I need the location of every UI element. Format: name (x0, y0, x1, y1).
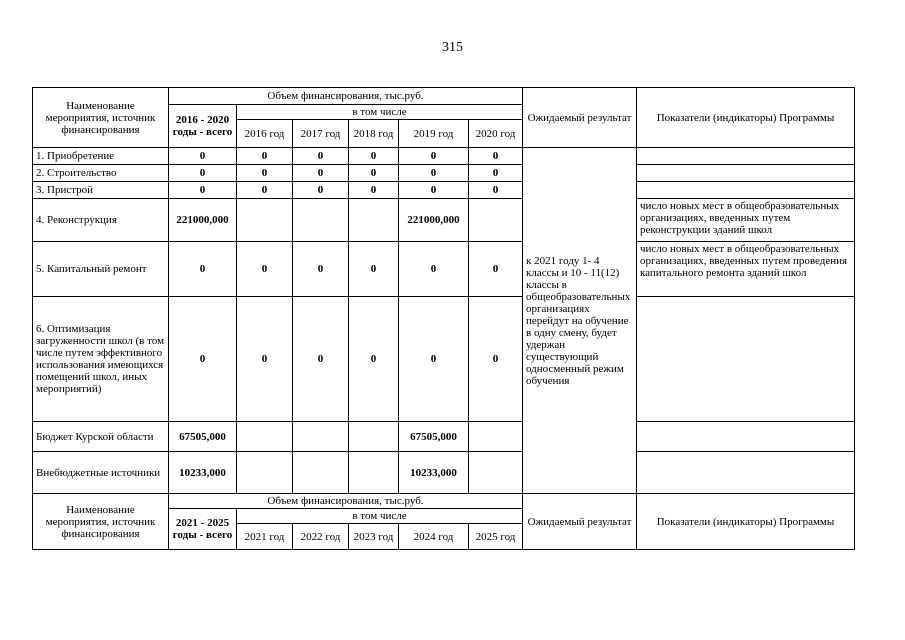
row-2018: 0 (349, 148, 399, 165)
table-row (33, 165, 855, 182)
row-indicator (637, 422, 855, 452)
row-2020: 0 (469, 165, 523, 182)
row-total: 0 (169, 297, 237, 422)
page-number: 315 (442, 40, 463, 55)
header-expected-result: Ожидаемый результат (523, 88, 637, 148)
funding-table (32, 87, 855, 550)
row-name: Бюджет Курской области (33, 422, 169, 452)
row-indicator (637, 452, 855, 494)
second-header-name-col: Наименование мероприятия, источник финансирования (33, 494, 169, 550)
row-2016: 0 (237, 148, 293, 165)
row-2016 (237, 422, 293, 452)
row-2017 (293, 422, 349, 452)
second-header-row-1 (33, 494, 855, 509)
header-year-2018: 2018 год (349, 120, 399, 148)
second-header-including: в том числе (237, 509, 523, 524)
row-2017 (293, 199, 349, 242)
header-year-2016: 2016 год (237, 120, 293, 148)
row-indicator: число новых мест в общеобразовательных организациях, введенных путем реконструкции зданий школ (637, 199, 855, 242)
row-2016 (237, 199, 293, 242)
header-year-2023: 2023 год (349, 524, 399, 550)
row-name: 5. Капитальный ремонт (33, 242, 169, 297)
header-year-2019: 2019 год (399, 120, 469, 148)
row-2019: 0 (399, 182, 469, 199)
row-2018 (349, 452, 399, 494)
header-funding-volume: Объем финансирования, тыс.руб. (169, 88, 523, 105)
row-2018: 0 (349, 242, 399, 297)
row-indicator (637, 148, 855, 165)
row-indicator (637, 165, 855, 182)
header-year-2025: 2025 год (469, 524, 523, 550)
row-total: 10233,000 (169, 452, 237, 494)
row-total: 67505,000 (169, 422, 237, 452)
row-2016: 0 (237, 242, 293, 297)
row-2016: 0 (237, 165, 293, 182)
row-2020: 0 (469, 182, 523, 199)
table-row (33, 422, 855, 452)
row-2019: 0 (399, 242, 469, 297)
row-name: 1. Приобретение (33, 148, 169, 165)
row-2016: 0 (237, 297, 293, 422)
row-2020: 0 (469, 148, 523, 165)
row-2016 (237, 452, 293, 494)
row-2018: 0 (349, 182, 399, 199)
second-header-expected-result: Ожидаемый результат (523, 494, 637, 550)
row-total: 0 (169, 148, 237, 165)
row-name: 4. Реконструкция (33, 199, 169, 242)
row-total: 0 (169, 242, 237, 297)
row-indicator: число новых мест в общеобразовательных организациях, введенных путем проведения капитального ремонта зданий школ (637, 242, 855, 297)
row-2020 (469, 452, 523, 494)
row-2019: 10233,000 (399, 452, 469, 494)
row-total: 0 (169, 182, 237, 199)
row-2018: 0 (349, 297, 399, 422)
row-2017 (293, 452, 349, 494)
header-year-2024: 2024 год (399, 524, 469, 550)
row-name: 2. Строительство (33, 165, 169, 182)
row-2020: 0 (469, 242, 523, 297)
row-2017: 0 (293, 182, 349, 199)
row-name: 6. Оптимизация загруженности школ (в том числе путем эффективного использования имеющихся помещений школ, иных мероприятий) (33, 297, 169, 422)
row-total: 0 (169, 165, 237, 182)
row-2019: 0 (399, 165, 469, 182)
row-indicator (637, 182, 855, 199)
row-name: Внебюджетные источники (33, 452, 169, 494)
header-indicators: Показатели (индикаторы) Программы (637, 88, 855, 148)
table-row (33, 199, 855, 242)
header-year-2022: 2022 год (293, 524, 349, 550)
row-2017: 0 (293, 297, 349, 422)
expected-result-text: к 2021 году 1- 4 классы и 10 - 11(12) классы в общеобразовательных организациях перейдут на обучение в одну смену, будет удержан существующий односменный режим обучения (523, 148, 637, 494)
row-total: 221000,000 (169, 199, 237, 242)
row-2018 (349, 199, 399, 242)
second-header-indicators: Показатели (индикаторы) Программы (637, 494, 855, 550)
second-header-funding-volume: Объем финансирования, тыс.руб. (169, 494, 523, 509)
row-2019: 67505,000 (399, 422, 469, 452)
table-row (33, 297, 855, 422)
row-2017: 0 (293, 242, 349, 297)
row-2020: 0 (469, 297, 523, 422)
row-indicator (637, 297, 855, 422)
row-name: 3. Пристрой (33, 182, 169, 199)
row-2018: 0 (349, 165, 399, 182)
table-row (33, 182, 855, 199)
table-row (33, 452, 855, 494)
header-name-col: Наименование мероприятия, источник финансирования (33, 88, 169, 148)
header-year-2017: 2017 год (293, 120, 349, 148)
header-row-1 (33, 88, 855, 105)
table-row (33, 148, 855, 165)
row-2019: 221000,000 (399, 199, 469, 242)
header-year-2020: 2020 год (469, 120, 523, 148)
row-2020 (469, 422, 523, 452)
row-2017: 0 (293, 148, 349, 165)
row-2019: 0 (399, 148, 469, 165)
row-2018 (349, 422, 399, 452)
header-including: в том числе (237, 105, 523, 120)
header-year-2021: 2021 год (237, 524, 293, 550)
row-2019: 0 (399, 297, 469, 422)
header-total-2016-2020: 2016 - 2020 годы - всего (169, 105, 237, 148)
row-2020 (469, 199, 523, 242)
second-header-total-2021-2025: 2021 - 2025 годы - всего (169, 509, 237, 550)
row-2016: 0 (237, 182, 293, 199)
table-row (33, 242, 855, 297)
row-2017: 0 (293, 165, 349, 182)
